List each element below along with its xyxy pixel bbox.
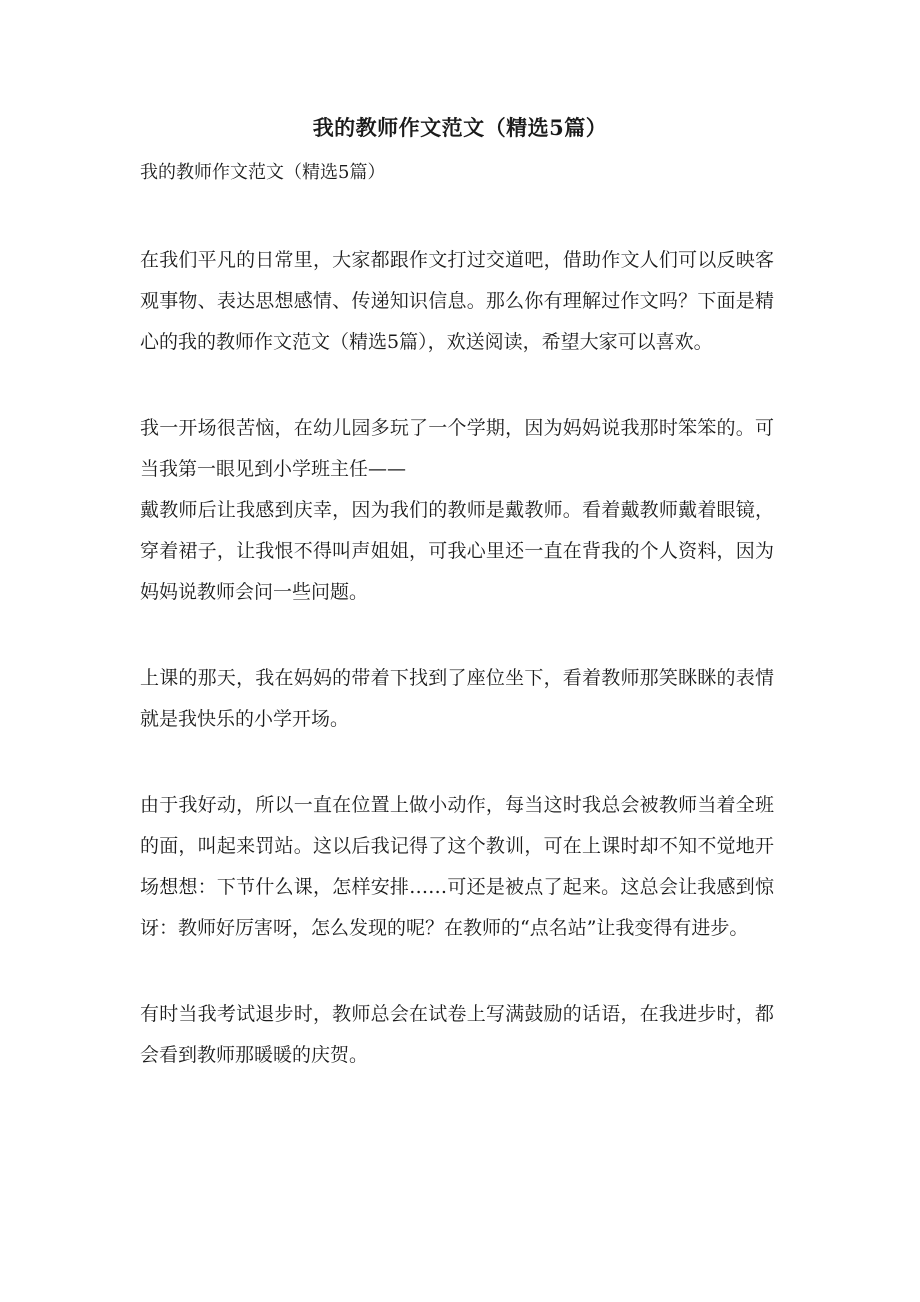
document-title: 我的教师作文范文（精选5篇） xyxy=(312,115,608,140)
document-subtitle: 我的教师作文范文（精选5篇） xyxy=(140,162,386,183)
paragraph-encouragement: 有时当我考试退步时，教师总会在试卷上写满鼓励的话语，在我进步时，都会看到教师那暖暖的庆贺。 xyxy=(140,1003,774,1066)
paragraph-first-class: 上课的那天，我在妈妈的带着下找到了座位坐下，看着教师那笑眯眯的表情就是我快乐的小学开场。 xyxy=(140,667,774,730)
paragraph-first-meeting-line-b: 戴教师后让我感到庆幸，因为我们的教师是戴教师。看着戴教师戴着眼镜，穿着裙子，让我恨不得叫声姐姐，可我心里还一直在背我的个人资料，因为妈妈说教师会问一些问题。 xyxy=(140,499,774,603)
paragraph-punishment: 由于我好动，所以一直在位置上做小动作，每当这时我总会被教师当着全班的面，叫起来罚站。这以后我记得了这个教训，可在上课时却不知不觉地开场想想：下节什么课，怎样安排……可还是被点了起来。这总会让我感到惊讶：教师好厉害呀，怎么发现的呢？在教师的“点名站”让我变得有进步。 xyxy=(140,794,774,939)
paragraph-intro: 在我们平凡的日常里，大家都跟作文打过交道吧，借助作文人们可以反映客观事物、表达思想感情、传递知识信息。那么你有理解过作文吗？下面是精心的我的教师作文范文（精选5篇），欢送阅读，希望大家可以喜欢。 xyxy=(140,249,774,353)
paragraph-first-meeting xyxy=(140,408,774,613)
paragraph-first-meeting-line-a: 我一开场很苦恼，在幼儿园多玩了一个学期，因为妈妈说我那时笨笨的。可当我第一眼见到小学班主任—— xyxy=(140,417,774,480)
document-body xyxy=(140,157,774,1076)
